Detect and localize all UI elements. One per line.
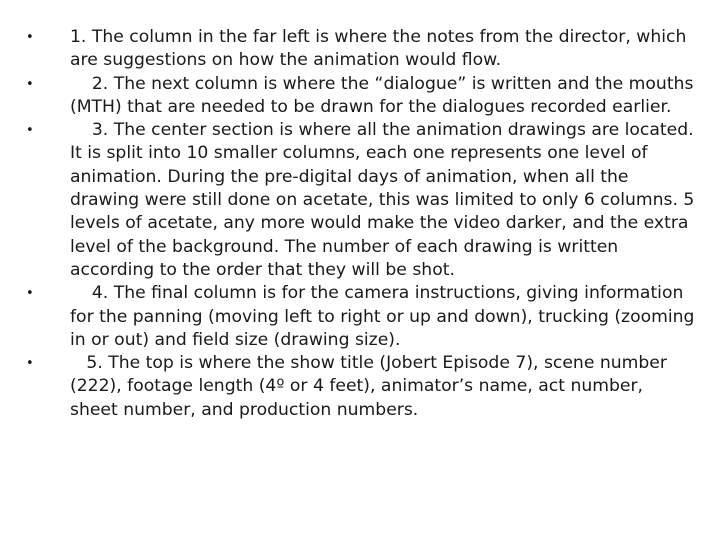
bullet-text-1: 1. The column in the far left is where the notes from the director, which are suggestions on how the animation would flow. bbox=[70, 27, 692, 71]
bullet-marker: • bbox=[26, 30, 34, 45]
bullet-text-2: 2. The next column is where the “dialogue” is written and the mouths (MTH) that are needed to be drawn for the dialogues recorded earlier. bbox=[70, 73, 699, 117]
bullet-item-5 bbox=[24, 352, 696, 422]
bullet-text-5: 5. The top is where the show title (Jobert Episode 7), scene number (222), footage length (4º or 4 feet), animator’s name, act number, sheet number, and production numbers. bbox=[70, 353, 673, 420]
bullet-item-1 bbox=[24, 26, 696, 73]
bullet-list bbox=[24, 26, 700, 422]
bullet-marker: • bbox=[26, 76, 34, 92]
bullet-item-3 bbox=[24, 119, 700, 282]
bullet-marker: • bbox=[26, 286, 34, 302]
bullet-item-4 bbox=[24, 282, 700, 352]
bullet-text-4: 4. The final column is for the camera instructions, giving information for the panning (moving left to right or up and down), trucking (zooming in or out) and field size (drawing size). bbox=[70, 283, 700, 350]
bullet-marker: • bbox=[26, 356, 34, 372]
bullet-text-3: 3. The center section is where all the animation drawings are located. It is split into 10 smaller columns, each one represents one level of animation. During the pre-digital days of animation, when all the drawing were still done on acetate, this was limited to only 6 columns. 5 levels of acetate, any more would make the video darker, and the extra level of the background. The number of each drawing is written according to the order that they will be shot. bbox=[70, 120, 700, 280]
bullet-marker: • bbox=[26, 123, 34, 139]
bullet-item-2 bbox=[24, 73, 699, 120]
